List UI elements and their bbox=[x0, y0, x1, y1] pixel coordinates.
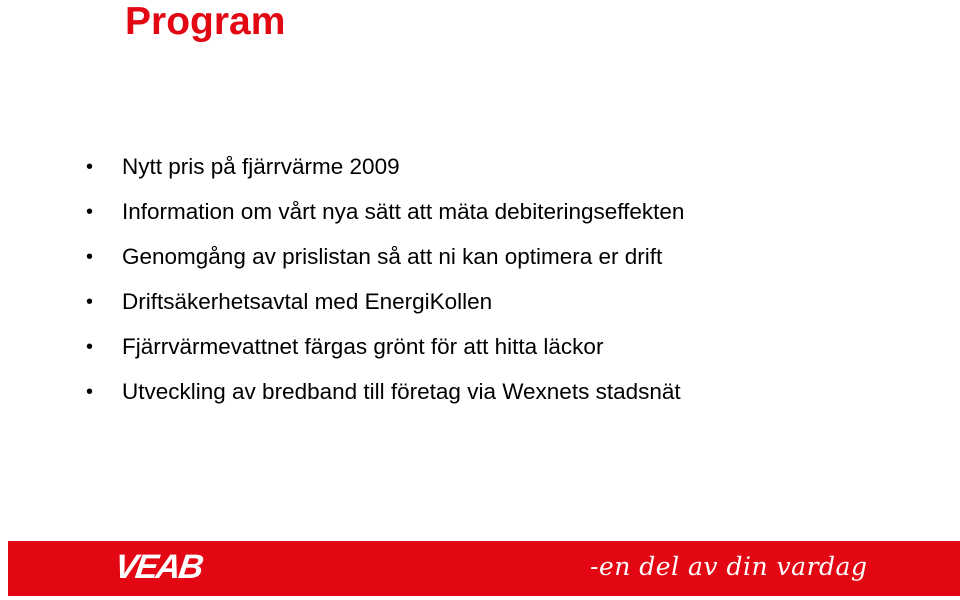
list-item bbox=[86, 279, 684, 324]
bullet-text: Utveckling av bredband till företag via Wexnets stadsnät bbox=[122, 378, 681, 404]
bullet-icon: • bbox=[86, 245, 94, 268]
tagline: -en del av din vardag bbox=[590, 552, 868, 581]
list-item bbox=[86, 369, 684, 414]
bullet-text: Driftsäkerhetsavtal med EnergiKollen bbox=[122, 288, 493, 314]
bullet-text: Genomgång av prislistan så att ni kan optimera er drift bbox=[122, 243, 663, 269]
footer-bar bbox=[8, 541, 960, 596]
bullet-icon: • bbox=[86, 380, 94, 403]
bullet-text: Fjärrvärmevattnet färgas grönt för att hitta läckor bbox=[122, 333, 604, 359]
bullet-icon: • bbox=[86, 335, 94, 358]
bullet-list bbox=[86, 144, 684, 414]
bullet-icon: • bbox=[86, 155, 94, 178]
bullet-icon: • bbox=[86, 200, 94, 223]
bullet-text: Nytt pris på fjärrvärme 2009 bbox=[122, 153, 400, 179]
list-item bbox=[86, 324, 684, 369]
bullet-icon: • bbox=[86, 290, 94, 313]
bullet-text: Information om vårt nya sätt att mäta debiteringseffekten bbox=[122, 198, 685, 224]
slide-title: Program bbox=[125, 0, 286, 43]
list-item bbox=[86, 144, 684, 189]
list-item bbox=[86, 189, 684, 234]
list-item bbox=[86, 234, 684, 279]
veab-logo: VEAB bbox=[112, 548, 205, 586]
